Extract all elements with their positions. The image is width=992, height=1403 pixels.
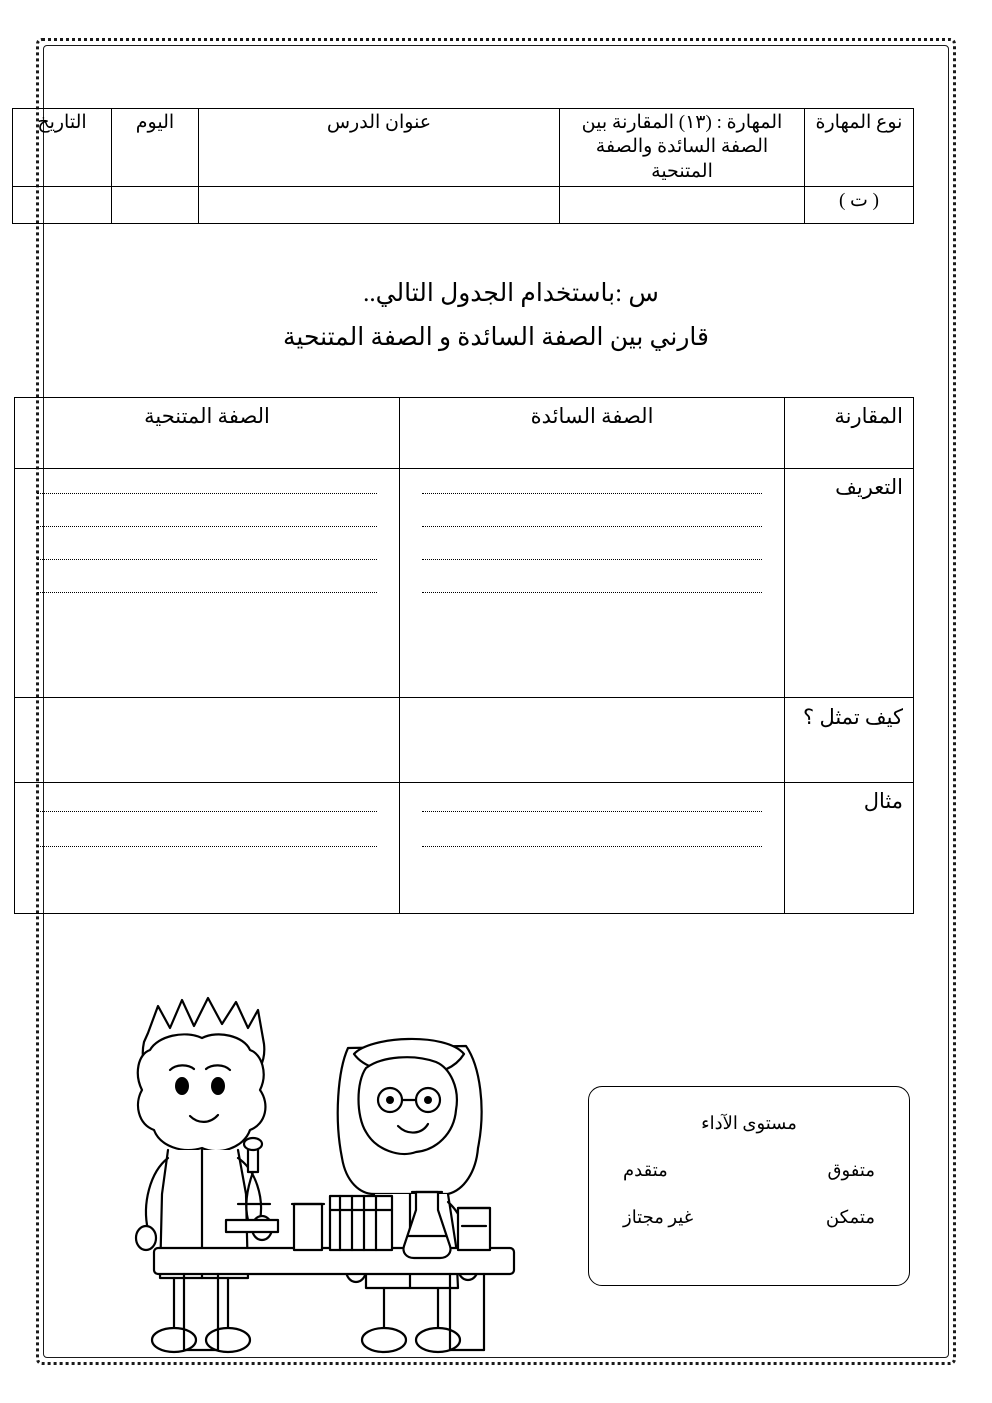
answer-cell-example-dominant[interactable] — [400, 783, 785, 914]
answer-cell-definition-dominant[interactable] — [400, 469, 785, 698]
header-skill-value[interactable] — [560, 186, 805, 223]
question-prompt — [78, 272, 914, 360]
header-skill-label: المهارة : (١٣) المقارنة بين الصفة السائدة والصفة المتنحية — [560, 109, 805, 187]
dotted-line — [37, 526, 377, 527]
dotted-line — [422, 526, 762, 527]
header-day-value[interactable] — [112, 186, 199, 223]
header-lesson-value[interactable] — [199, 186, 560, 223]
header-day-label: اليوم — [112, 109, 199, 187]
dotted-writing-lines — [410, 789, 774, 847]
comparison-header-row — [15, 398, 914, 469]
header-skill-type-value[interactable]: ( ت ) — [805, 186, 914, 223]
dotted-line — [37, 846, 377, 847]
prompt-line-1: س :باستخدام الجدول التالي.. — [363, 279, 659, 307]
performance-option-motaqaddim[interactable]: متقدم — [623, 1160, 668, 1180]
performance-title: مستوى الآداء — [701, 1113, 797, 1133]
performance-option-ghair-mujtaz[interactable]: غير مجتاز — [623, 1207, 694, 1227]
header-date-label: التاريخ — [13, 109, 112, 187]
header-value-row — [13, 186, 914, 223]
row-label-representation: كيف تمثل ؟ — [785, 698, 914, 783]
two-students-science-lab-illustration — [98, 958, 558, 1378]
performance-row — [589, 1160, 909, 1181]
dotted-line — [422, 559, 762, 560]
dotted-writing-lines — [25, 789, 389, 847]
row-label-example: مثال — [785, 783, 914, 914]
dotted-line — [422, 493, 762, 494]
worksheet-content — [37, 108, 914, 1308]
header-label-row — [13, 109, 914, 187]
row-label-definition: التعريف — [785, 469, 914, 698]
comparison-header-recessive: الصفة المتنحية — [15, 398, 400, 469]
answer-cell-representation-dominant[interactable] — [400, 698, 785, 783]
table-row — [15, 698, 914, 783]
header-table — [12, 108, 914, 224]
performance-level-box — [588, 1086, 910, 1286]
answer-cell-definition-recessive[interactable] — [15, 469, 400, 698]
dotted-line — [37, 811, 377, 812]
header-skill-type-label: نوع المهارة — [805, 109, 914, 187]
dotted-line — [37, 493, 377, 494]
dotted-line — [37, 559, 377, 560]
answer-cell-representation-recessive[interactable] — [15, 698, 400, 783]
comparison-table — [14, 397, 914, 914]
dotted-line — [422, 846, 762, 847]
answer-cell-example-recessive[interactable] — [15, 783, 400, 914]
table-row — [15, 783, 914, 914]
dotted-writing-lines — [410, 475, 774, 593]
performance-option-motamakkin[interactable]: متمكن — [825, 1207, 875, 1227]
prompt-line-2: قارني بين الصفة السائدة و الصفة المتنحية — [283, 323, 709, 351]
performance-option-motafawiq[interactable]: متفوق — [827, 1160, 875, 1180]
dotted-line — [422, 592, 762, 593]
header-date-value[interactable] — [13, 186, 112, 223]
header-lesson-label: عنوان الدرس — [199, 109, 560, 187]
lab-scene-svg — [98, 958, 558, 1378]
performance-row — [589, 1207, 909, 1228]
dotted-writing-lines — [25, 475, 389, 593]
comparison-header-label: المقارنة — [785, 398, 914, 469]
dotted-line — [422, 811, 762, 812]
comparison-header-dominant: الصفة السائدة — [400, 398, 785, 469]
dotted-line — [37, 592, 377, 593]
table-row — [15, 469, 914, 698]
